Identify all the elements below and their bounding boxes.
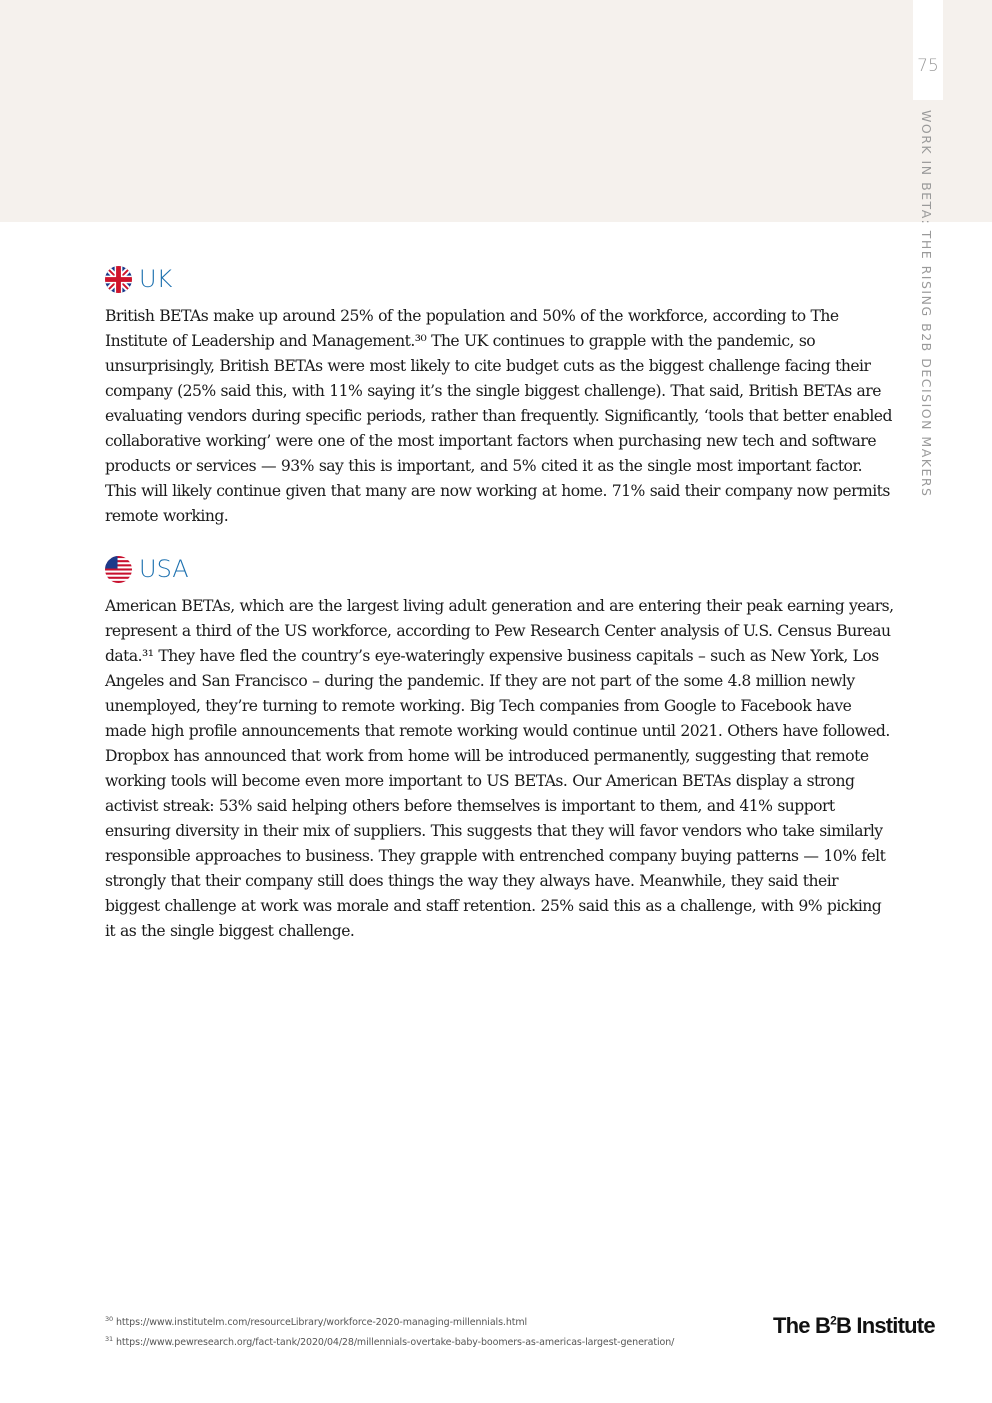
usa-flag-icon (105, 556, 132, 583)
footnote-31-link[interactable]: https://www.pewresearch.org/fact-tank/2020/04/28/millennials-overtake-baby-boomers-as-americas-largest-generation/ (116, 1337, 675, 1349)
brand-logo: The $B^2B$ Institute (773, 1313, 935, 1338)
footnote-30: $^{30}$ https://www.institutelm.com/resourceLibrary/workforce-2020-managing-millennials.html (105, 1315, 528, 1329)
footnote-30-link[interactable]: https://www.institutelm.com/resourceLibrary/workforce-2020-managing-millennials.html (116, 1317, 528, 1329)
usa-heading (105, 555, 189, 583)
usa-body: American BETAs, which are the largest living adult generation and are entering their peak earning years, represent a third of the US workforce, according to Pew Research Center analysis of U.S. Census Bureau data.³¹ They have fled the country’s eye-wateringly expensive business capitals – such as New York, Los Angeles and San Francisco – during the pandemic. If they are not part of the some 4.8 million newly unemployed, they’re turning to remote working. Big Tech companies from Google to Facebook have made high profile announcements that remote working would continue until 2021. Others have followed. Dropbox has announced that work from home will be introduced permanently, suggesting that remote working tools will become even more important to US BETAs. Our American BETAs display a strong activist streak: 53% said helping others before themselves is important to them, and 41% support ensuring diversity in their mix of suppliers. This suggests that they will favor vendors who take similarly responsible approaches to business. They grapple with entrenched company buying patterns — 10% felt strongly that their company still does things the way they always have. Meanwhile, they said their biggest challenge at work was morale and staff retention. 25% said this as a challenge, with 9% picking it as the single biggest challenge. (105, 597, 894, 940)
footnotes (105, 1311, 674, 1351)
page-number: 75 (917, 56, 939, 76)
uk-heading (105, 265, 172, 293)
uk-body: British BETAs make up around 25% of the population and 50% of the workforce, according to The Institute of Leadership and Management.³⁰ The UK continues to grapple with the pandemic, so unsurprisingly, British BETAs were most likely to cite budget cuts as the biggest challenge facing their company (25% said this, with 11% saying it’s the single biggest challenge). That said, British BETAs are evaluating vendors during specific periods, rather than frequently. Significantly, ‘tools that better enabled collaborative working’ were one of the most important factors when purchasing new tech and software products or services — 93% say this is important, and 5% cited it as the single most important factor. This will likely continue given that many are now working at home. 71% said their company now permits remote working. (105, 307, 892, 525)
running-title: WORK IN BETA: THE RISING B2B DECISION MAKERS (919, 110, 934, 498)
uk-title: UK (139, 265, 173, 293)
footnote-31: $^{31}$ https://www.pewresearch.org/fact-tank/2020/04/28/millennials-overtake-baby-boomers-as-americas-largest-generation/ (105, 1335, 675, 1349)
page-number-tab (913, 0, 943, 100)
usa-title: USA (139, 555, 189, 583)
header-band (0, 0, 992, 222)
uk-flag-icon (105, 266, 132, 293)
